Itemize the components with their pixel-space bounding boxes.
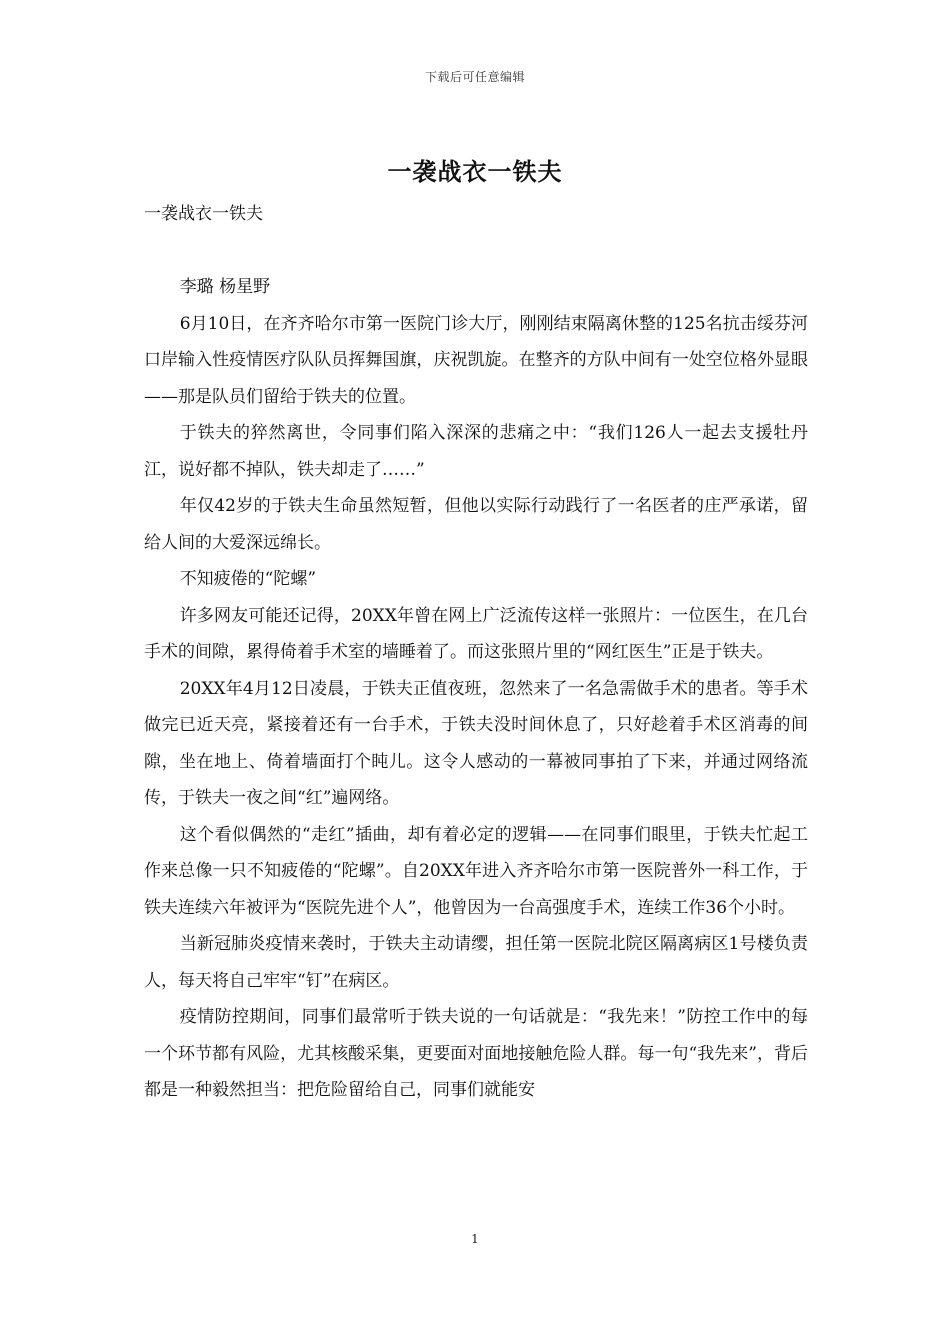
blank-line	[144, 233, 808, 270]
author-line: 李璐 杨星野	[179, 277, 271, 297]
page-number: 1	[471, 1232, 479, 1246]
header-note: 下载后可任意编辑	[424, 70, 525, 84]
paragraph: 这个看似偶然的“走红”插曲，却有着必定的逻辑——在同事们眼里，于铁夫忙起工作来总像一只不知疲倦的“陀螺”。自20XX年进入齐齐哈尔市第一医院普外一科工作，于铁夫连续六年被评为“医院先进个人”，他曾因为一台高强度手术，连续工作36个小时。	[144, 824, 808, 918]
paragraph: 6月10日，在齐齐哈尔市第一医院门诊大厅，刚刚结束隔离休整的125名抗击绥芬河口岸输入性疫情医疗队队员挥舞国旗，庆祝凯旋。在整齐的方队中间有一处空位格外显眼——那是队员们留给于铁夫的位置。	[144, 313, 808, 407]
document-body	[144, 196, 808, 1109]
section-heading: 不知疲倦的“陀螺”	[179, 569, 317, 589]
document-subtitle: 一袭战衣一铁夫	[144, 204, 263, 224]
paragraph: 年仅42岁的于铁夫生命虽然短暂，但他以实际行动践行了一名医者的庄严承诺，留给人间的大爱深远绵长。	[144, 496, 808, 553]
paragraph: 当新冠肺炎疫情来袭时，于铁夫主动请缨，担任第一医院北院区隔离病区1号楼负责人，每天将自己牢牢“钉”在病区。	[144, 934, 808, 991]
document-title: 一袭战衣一铁夫	[387, 157, 563, 186]
paragraph: 疫情防控期间，同事们最常听于铁夫说的一句话就是：“我先来！”防控工作中的每一个环节都有风险，尤其核酸采集，更要面对面地接触危险人群。每一句“我先来”，背后都是一种毅然担当：把危险留给自己，同事们就能安	[144, 1007, 808, 1100]
paragraph: 20XX年4月12日凌晨，于铁夫正值夜班，忽然来了一名急需做手术的患者。等手术做完已近天亮，紧接着还有一台手术，于铁夫没时间休息了，只好趁着手术区消毒的间隙，坐在地上、倚着墙面打个盹儿。这令人感动的一幕被同事拍了下来，并通过网络流传，于铁夫一夜之间“红”遍网络。	[144, 678, 808, 808]
paragraph: 于铁夫的猝然离世，令同事们陷入深深的悲痛之中：“我们126人一起去支援牡丹江，说好都不掉队，铁夫却走了……”	[144, 423, 808, 480]
paragraph: 许多网友可能还记得，20XX年曾在网上广泛流传这样一张照片：一位医生，在几台手术的间隙，累得倚着手术室的墙睡着了。而这张照片里的“网红医生”正是于铁夫。	[144, 605, 808, 662]
